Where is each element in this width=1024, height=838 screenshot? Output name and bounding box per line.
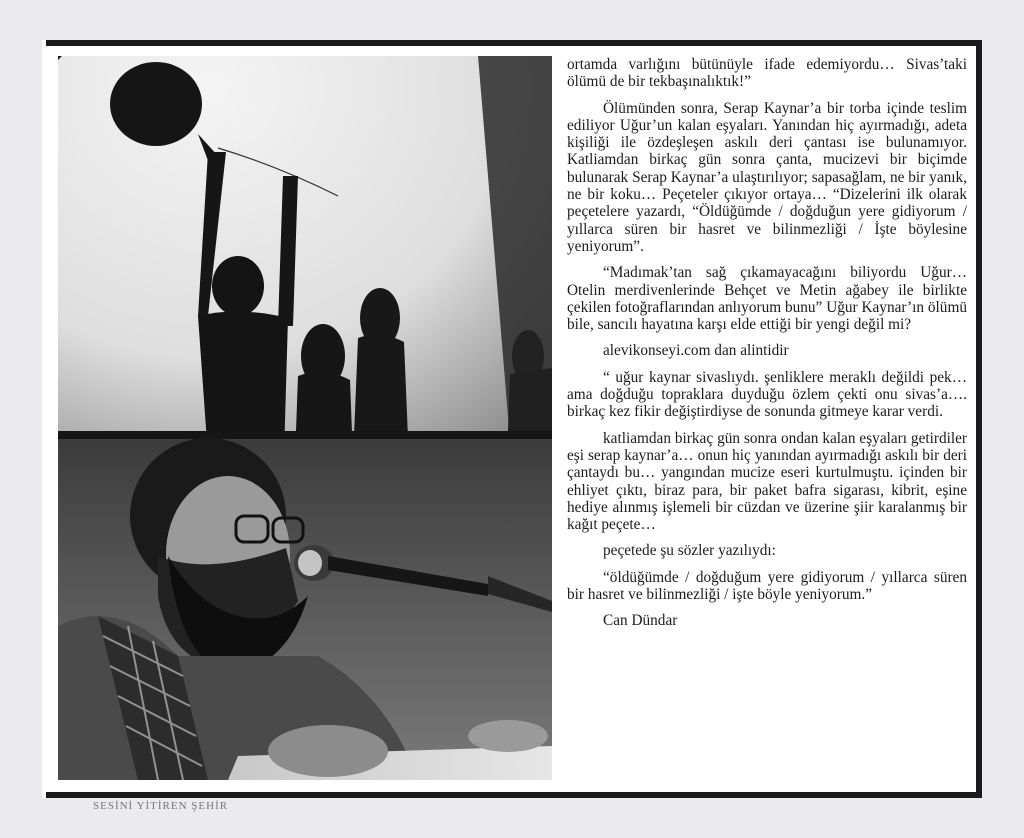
article-paragraph: “Madımak’tan sağ çıkamayacağını biliyordu Uğur… Otelin merdivenlerinde Behçet ve Metin ağabey ile birlikte çekilen fotoğraflarından anlıyorum bunu” Uğur Kaynar’ın ölümü bile, sancılı hayatına karşı elde ettiği bir yengi değil mi? [567, 264, 967, 334]
article-quote-paragraph: katliamdan birkaç gün sonra ondan kalan eşyaları getirdiler eşi serap kaynar’a… onun hiç yanından ayırmadığı askılı bir deri çantaydı bu… yangından mucize eseri kurtulmuştu. içinden bir ehliyet çıktı, biraz para, bir paket bafra sigarası, kibrit, eşine hediye alınmış işlemeli bir cüzdan ve üzerine şiir karalanmış bir kağıt peçete… [567, 429, 967, 534]
article-quote-paragraph: “ uğur kaynar sivaslıydı. şenliklere meraklı değildi pek… ama doğduğu topraklara duyduğu özlem çekti onu sivas’a…. birkaç kez fikir değiştirdiyse de sonunda gitmeye karar verdi. [567, 368, 967, 421]
bottom-border-rule [46, 792, 976, 798]
top-border-rule [46, 40, 976, 46]
article-quote-paragraph: peçetede şu sözler yazılıydı: [603, 542, 776, 560]
poet-reading-photo [58, 56, 552, 780]
article-paragraph: ortamda varlığını bütünüyle ifade edemiyordu… Sivas’taki ölümü de bir tekbaşınalıktık!” [567, 56, 967, 91]
footer-book-title: SESİNİ YİTİREN ŞEHİR [93, 800, 229, 812]
right-border-rule [976, 40, 982, 798]
article-paragraph: Ölümünden sonra, Serap Kaynar’a bir torba içinde teslim ediliyor Uğur’un kalan eşyaları. Yanından hiç ayırmadığı, adeta kişiliği ile özdeşleşen askılı deri çantası ise bulunamıyor. Katliamdan birkaç gün sonra çanta, mucizevi bir biçimde bulunarak Serap Kaynar’a ulaştırılıyor; sapasağlam, ne bir yanık, ne bir koku… Peçeteler çıkıyor ortaya… “Dizelerini ilk olarak peçetelere yazardı, “Öldüğümde / doğduğun yere gidiyorum / yıllarca süren bir hasret ve bilinmezliği / İşte böylesine yeniyorum”. [567, 99, 967, 255]
photo-illustration [58, 56, 552, 780]
article-poem-quote: “öldüğümde / doğduğum yere gidiyorum / yıllarca süren bir hasret ve bilinmezliği / işte böyle yeniyorum.” [567, 568, 967, 604]
article-text [567, 56, 967, 639]
article-source-line: alevikonseyi.com dan alintidir [603, 342, 789, 360]
article-author: Can Dündar [603, 612, 678, 630]
